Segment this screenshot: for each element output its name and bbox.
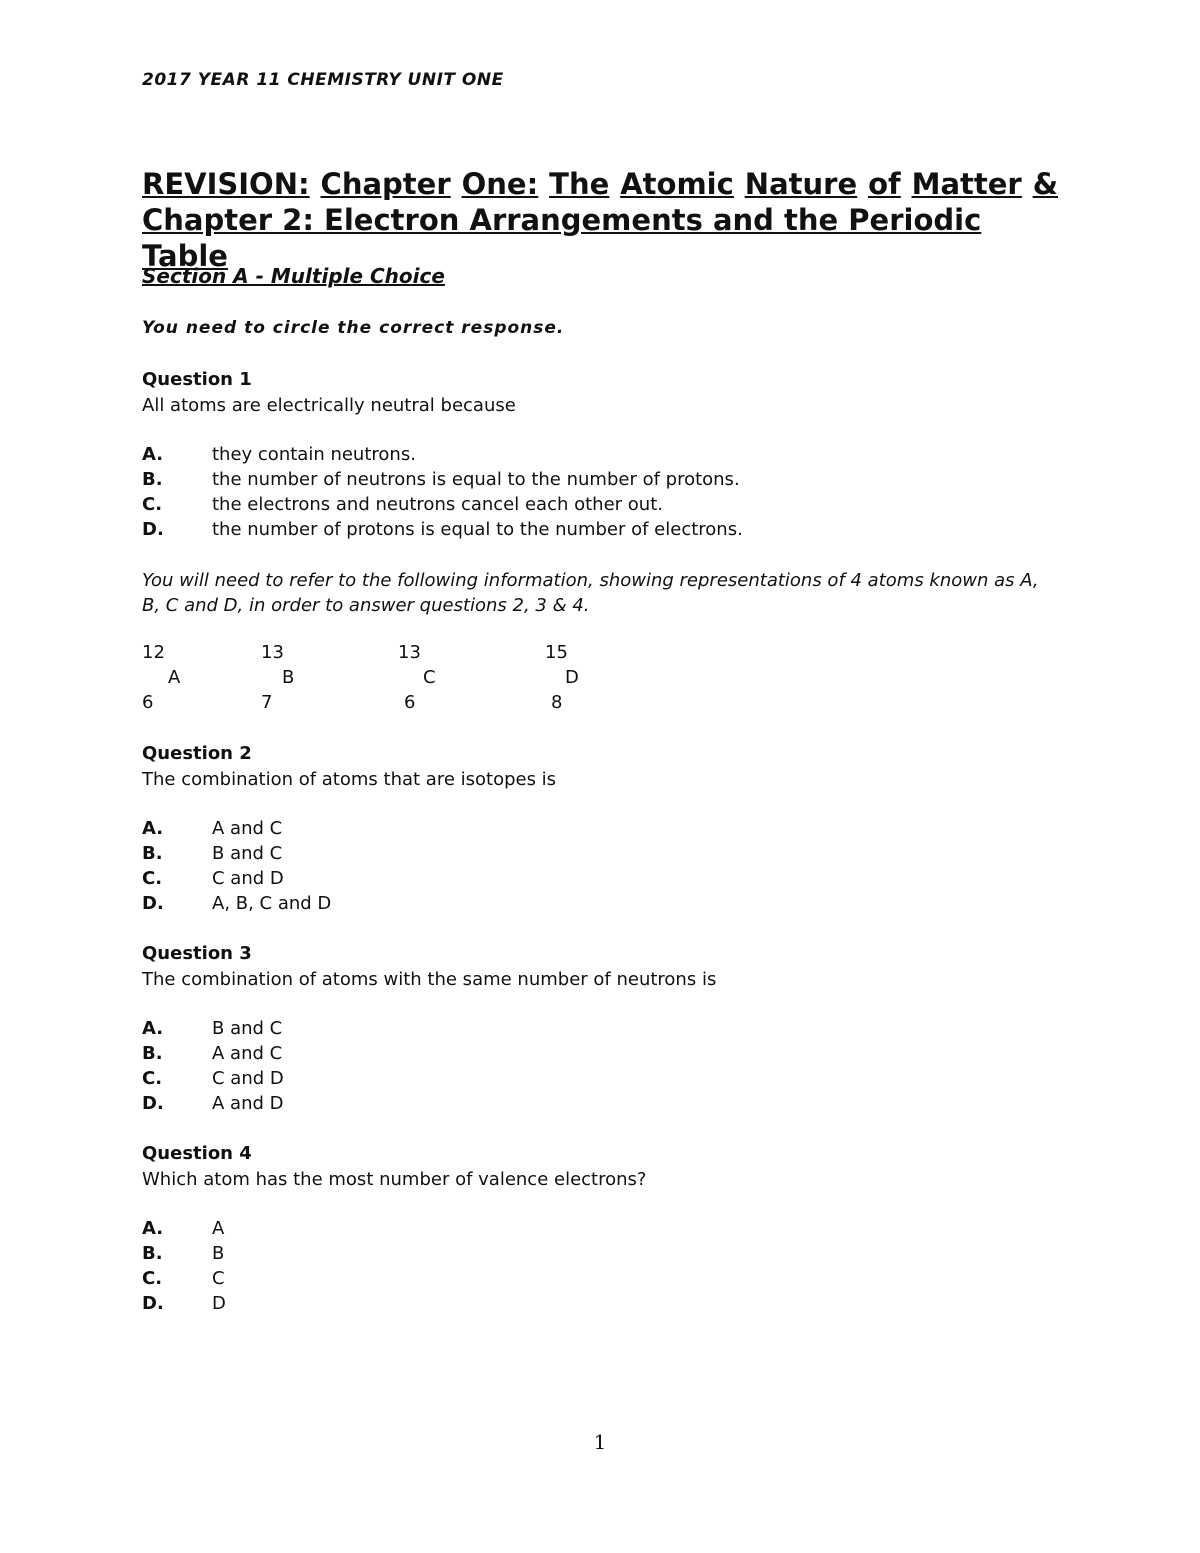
option-letter: A.: [142, 444, 164, 465]
option-letter: C.: [142, 1068, 163, 1089]
title-word: The: [549, 167, 610, 201]
option-c[interactable]: [142, 866, 556, 891]
atomic-number: 7: [261, 692, 273, 713]
option-letter: C.: [142, 494, 163, 515]
option-text: they contain neutrons.: [212, 444, 416, 465]
title-word: Atomic: [620, 167, 734, 201]
option-letter: D.: [142, 893, 164, 914]
instruction-text: You need to circle the correct response.: [142, 318, 565, 338]
title-word: &: [1032, 167, 1058, 201]
option-text: B and C: [212, 843, 283, 864]
question-2: [142, 741, 556, 916]
page-title: [142, 166, 1058, 274]
option-a[interactable]: [142, 816, 556, 841]
option-d[interactable]: [142, 1291, 646, 1316]
title-word: Matter: [911, 167, 1022, 201]
atomic-number: 8: [551, 692, 563, 713]
option-b[interactable]: [142, 467, 743, 492]
title-word: REVISION:: [142, 167, 310, 201]
question-heading: Question 1: [142, 369, 252, 390]
option-b[interactable]: [142, 1041, 716, 1066]
mass-number: 15: [545, 642, 568, 663]
option-c[interactable]: [142, 1066, 716, 1091]
option-letter: D.: [142, 519, 164, 540]
option-letter: A.: [142, 1218, 164, 1239]
option-text: the number of neutrons is equal to the number of protons.: [212, 469, 740, 490]
option-text: A and C: [212, 1043, 283, 1064]
title-line-2: Chapter 2: Electron Arrangements and the Periodic Table: [142, 203, 982, 273]
title-word: Chapter: [320, 167, 451, 201]
atomic-number: 6: [404, 692, 416, 713]
title-word: of: [868, 167, 901, 201]
question-3: [142, 941, 716, 1116]
page-number: 1: [593, 1430, 607, 1454]
option-a[interactable]: [142, 1216, 646, 1241]
option-a[interactable]: [142, 442, 743, 467]
option-text: the electrons and neutrons cancel each other out.: [212, 494, 663, 515]
option-text: the number of protons is equal to the number of electrons.: [212, 519, 743, 540]
atom-symbol: D: [565, 667, 579, 688]
title-line-1: [142, 166, 1058, 202]
option-b[interactable]: [142, 841, 556, 866]
option-text: C and D: [212, 868, 284, 889]
option-d[interactable]: [142, 891, 556, 916]
mass-number: 13: [398, 642, 421, 663]
option-letter: C.: [142, 1268, 163, 1289]
atom-symbol: B: [282, 667, 295, 688]
option-text: A and D: [212, 1093, 284, 1114]
question-4: [142, 1141, 646, 1316]
question-heading: Question 2: [142, 743, 252, 764]
atom-symbol: A: [168, 667, 181, 688]
question-stem: All atoms are electrically neutral because: [142, 395, 516, 416]
document-header: 2017 YEAR 11 CHEMISTRY UNIT ONE: [142, 70, 504, 90]
option-a[interactable]: [142, 1016, 716, 1041]
option-letter: B.: [142, 1243, 163, 1264]
question-stem: The combination of atoms that are isotopes is: [142, 769, 557, 790]
question-1: [142, 367, 743, 542]
option-text: B: [212, 1243, 225, 1264]
option-letter: B.: [142, 843, 163, 864]
question-heading: Question 3: [142, 943, 252, 964]
option-text: B and C: [212, 1018, 283, 1039]
atom-symbol: C: [423, 667, 436, 688]
option-letter: B.: [142, 1043, 163, 1064]
question-stem: Which atom has the most number of valence electrons?: [142, 1169, 647, 1190]
option-letter: D.: [142, 1093, 164, 1114]
option-d[interactable]: [142, 517, 743, 542]
option-letter: C.: [142, 868, 163, 889]
option-text: C: [212, 1268, 225, 1289]
option-text: C and D: [212, 1068, 284, 1089]
atomic-number: 6: [142, 692, 154, 713]
option-letter: D.: [142, 1293, 164, 1314]
option-c[interactable]: [142, 1266, 646, 1291]
option-text: D: [212, 1293, 226, 1314]
mass-number: 12: [142, 642, 165, 663]
option-b[interactable]: [142, 1241, 646, 1266]
section-heading: Section A - Multiple Choice: [142, 264, 445, 288]
mass-number: 13: [261, 642, 284, 663]
question-stem: The combination of atoms with the same number of neutrons is: [142, 969, 717, 990]
atom-info-text: You will need to refer to the following information, showing representations of 4 atoms known as A, B, C and D, in order to answer questions 2, 3 & 4.: [142, 570, 1039, 616]
option-letter: B.: [142, 469, 163, 490]
option-d[interactable]: [142, 1091, 716, 1116]
option-text: A: [212, 1218, 225, 1239]
option-letter: A.: [142, 1018, 164, 1039]
option-letter: A.: [142, 818, 164, 839]
title-word: Nature: [744, 167, 858, 201]
option-c[interactable]: [142, 492, 743, 517]
option-text: A, B, C and D: [212, 893, 332, 914]
question-heading: Question 4: [142, 1143, 252, 1164]
title-word: One:: [461, 167, 539, 201]
option-text: A and C: [212, 818, 283, 839]
